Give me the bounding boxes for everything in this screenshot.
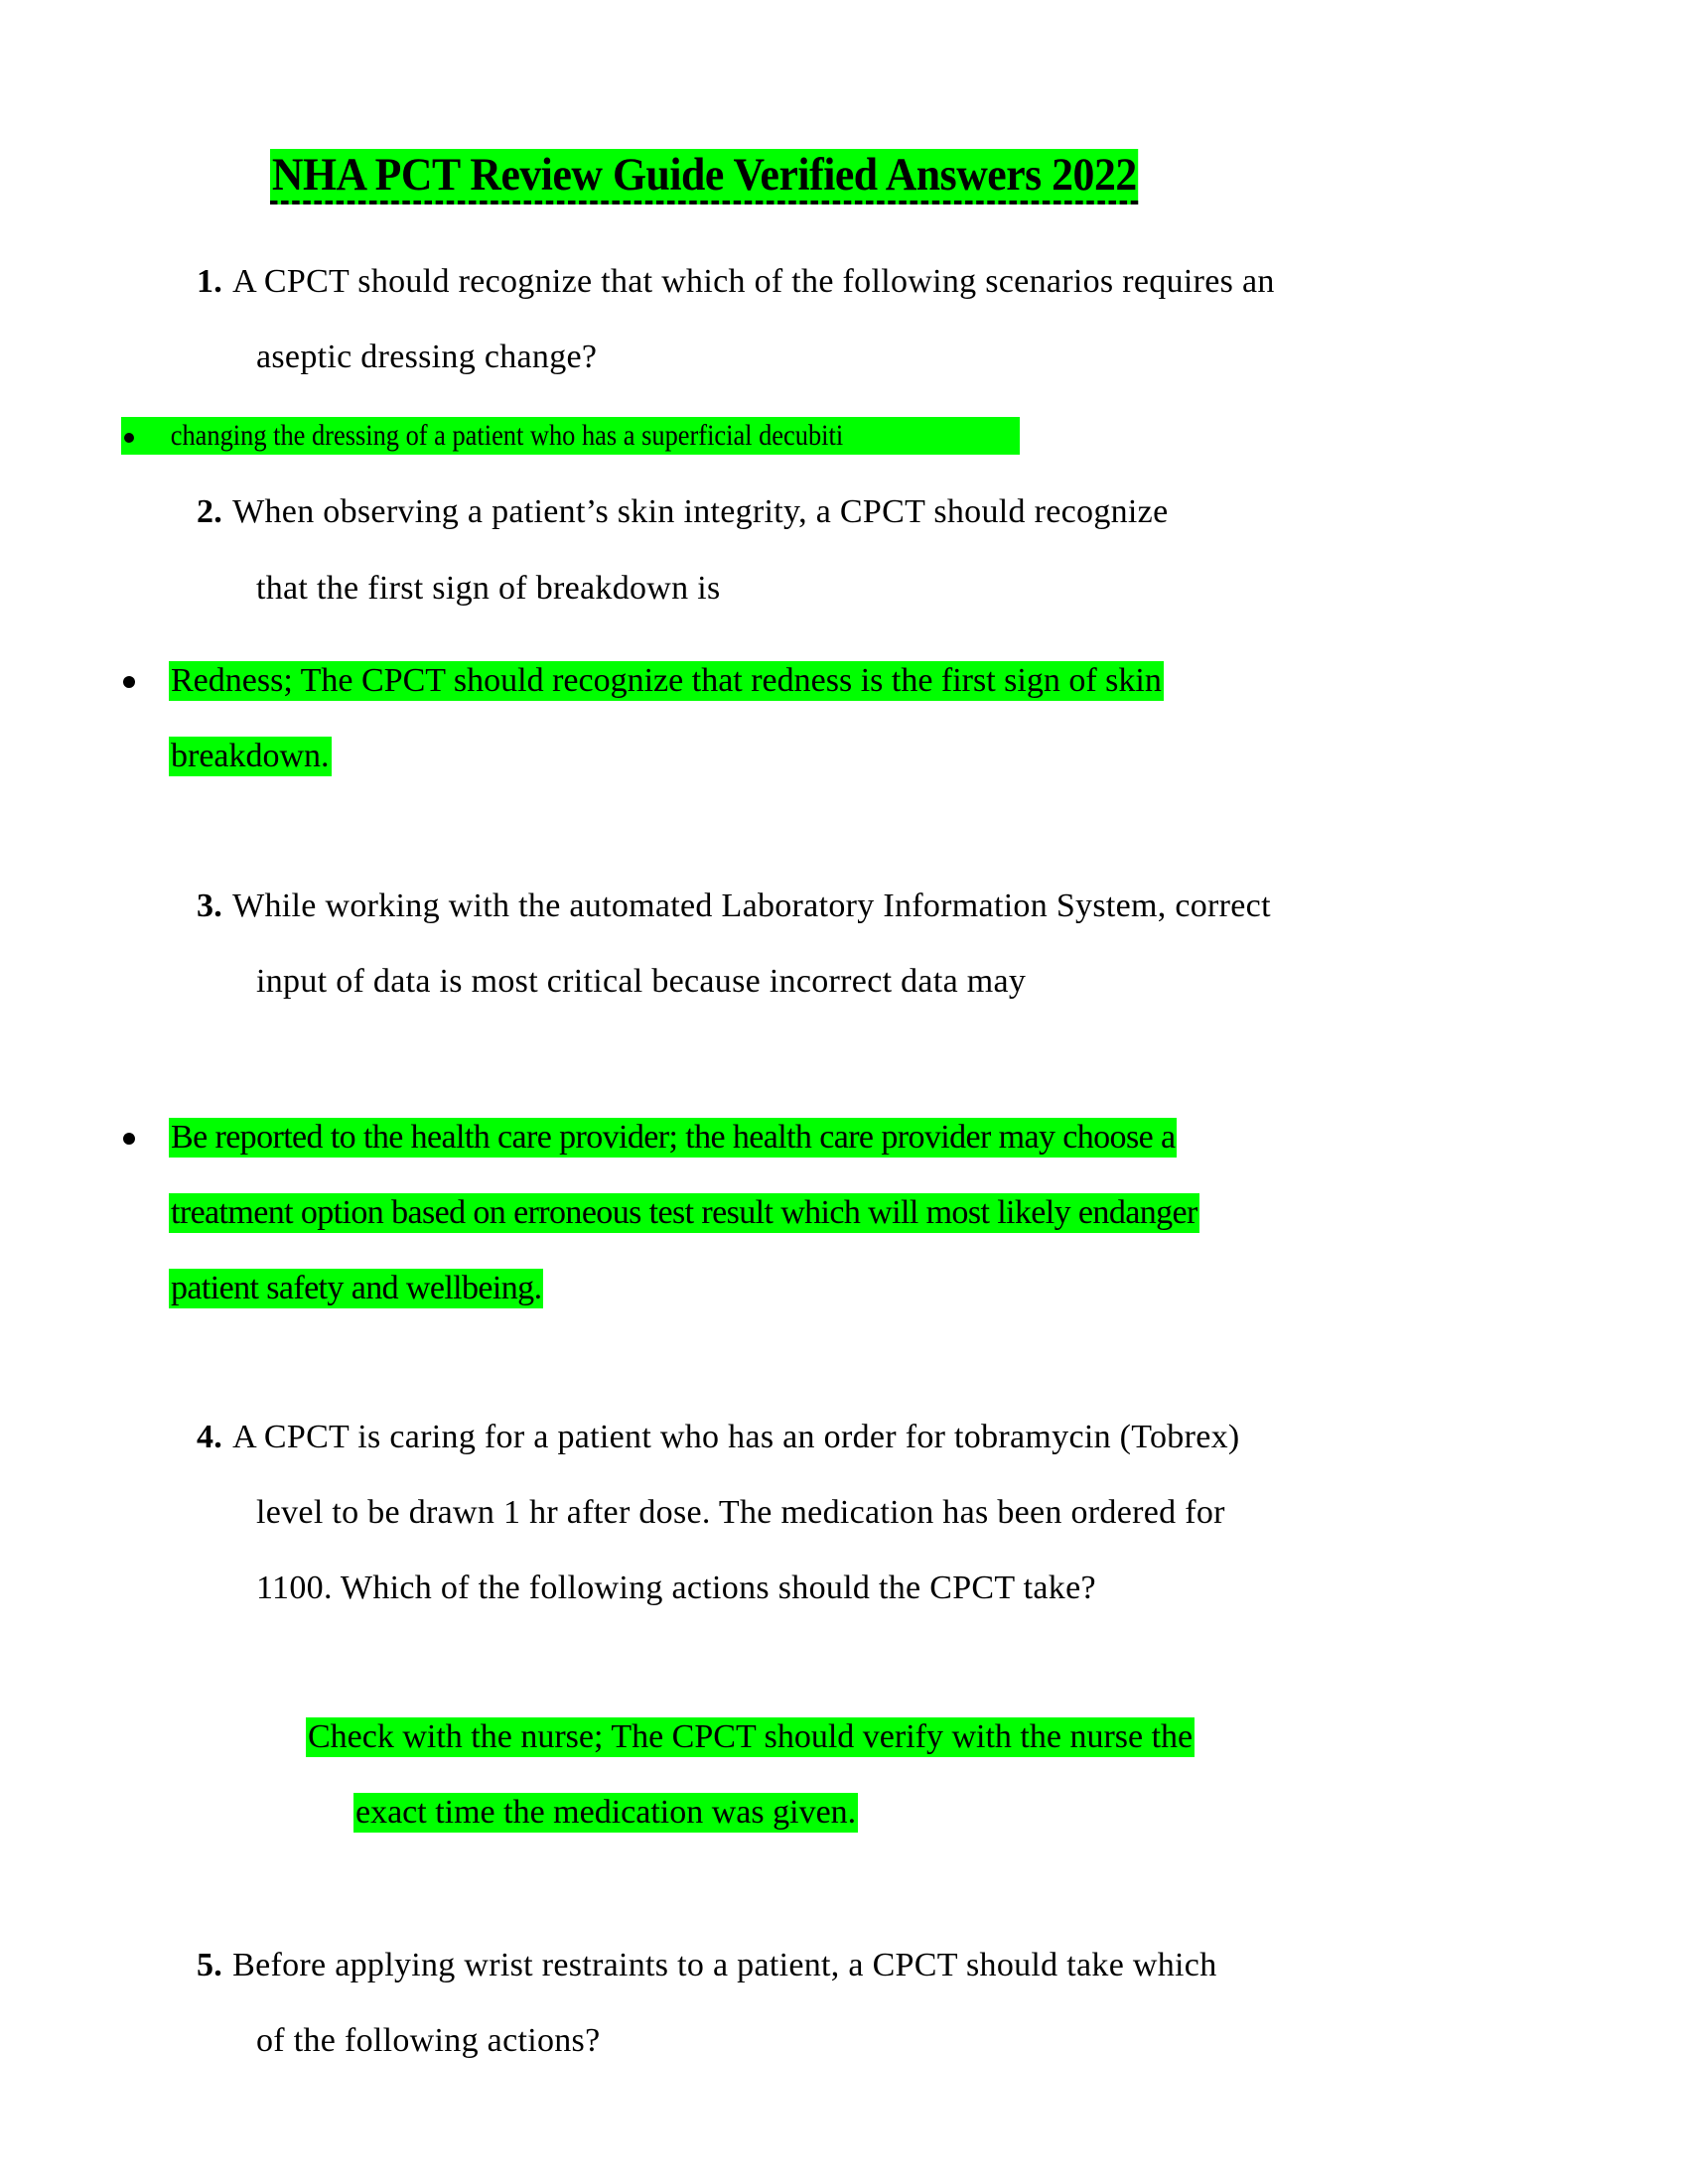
bullet-icon (123, 1133, 135, 1145)
question-2-line-2: that the first sign of breakdown is (256, 570, 721, 607)
question-4-line-1 (197, 1418, 1240, 1457)
answer-3-line-2: treatment option based on erroneous test result which will most likely endanger (171, 1194, 1197, 1231)
answer-2-line-1: Redness; The CPCT should recognize that redness is the first sign of skin (171, 662, 1162, 699)
question-number: 4. (197, 1419, 223, 1455)
question-number: 3. (197, 887, 223, 924)
bullet-icon (123, 676, 135, 688)
question-number: 2. (197, 493, 223, 530)
question-2-line-1 (197, 492, 1168, 532)
question-1-line-1 (197, 262, 1275, 302)
question-text: While working with the automated Laboratory Information System, correct (232, 887, 1271, 924)
answer-3-line-3: patient safety and wellbeing. (171, 1270, 542, 1306)
question-text: A CPCT is caring for a patient who has an order for tobramycin (Tobrex) (232, 1419, 1240, 1455)
question-number: 1. (197, 263, 223, 300)
question-number: 5. (197, 1947, 223, 1983)
answer-2-line-2: breakdown. (171, 738, 330, 774)
answer-1-line-1: changing the dressing of a patient who has a superficial decubiti (170, 419, 844, 452)
bullet-icon (124, 433, 134, 443)
question-3-line-2: input of data is most critical because incorrect data may (256, 963, 1027, 1000)
document-title-wrap (270, 149, 1203, 208)
question-text: Before applying wrist restraints to a patient, a CPCT should take which (232, 1947, 1217, 1983)
question-4-line-3: 1100. Which of the following actions should the CPCT take? (256, 1570, 1096, 1606)
answer-3-line-1: Be reported to the health care provider; the health care provider may choose a (171, 1119, 1176, 1156)
answer-4-line-2: exact time the medication was given. (355, 1794, 857, 1831)
question-3-line-1 (197, 887, 1271, 926)
question-1-line-2: aseptic dressing change? (256, 339, 598, 375)
question-text: A CPCT should recognize that which of the following scenarios requires an (232, 263, 1275, 300)
question-4-line-2: level to be drawn 1 hr after dose. The medication has been ordered for (256, 1494, 1225, 1531)
question-text: When observing a patient’s skin integrity, a CPCT should recognize (232, 493, 1169, 530)
question-5-line-2: of the following actions? (256, 2022, 601, 2059)
document-title: NHA PCT Review Guide Verified Answers 2022 (270, 149, 1139, 205)
answer-4-line-1: Check with the nurse; The CPCT should verify with the nurse the (308, 1718, 1194, 1755)
question-5-line-1 (197, 1946, 1217, 1985)
